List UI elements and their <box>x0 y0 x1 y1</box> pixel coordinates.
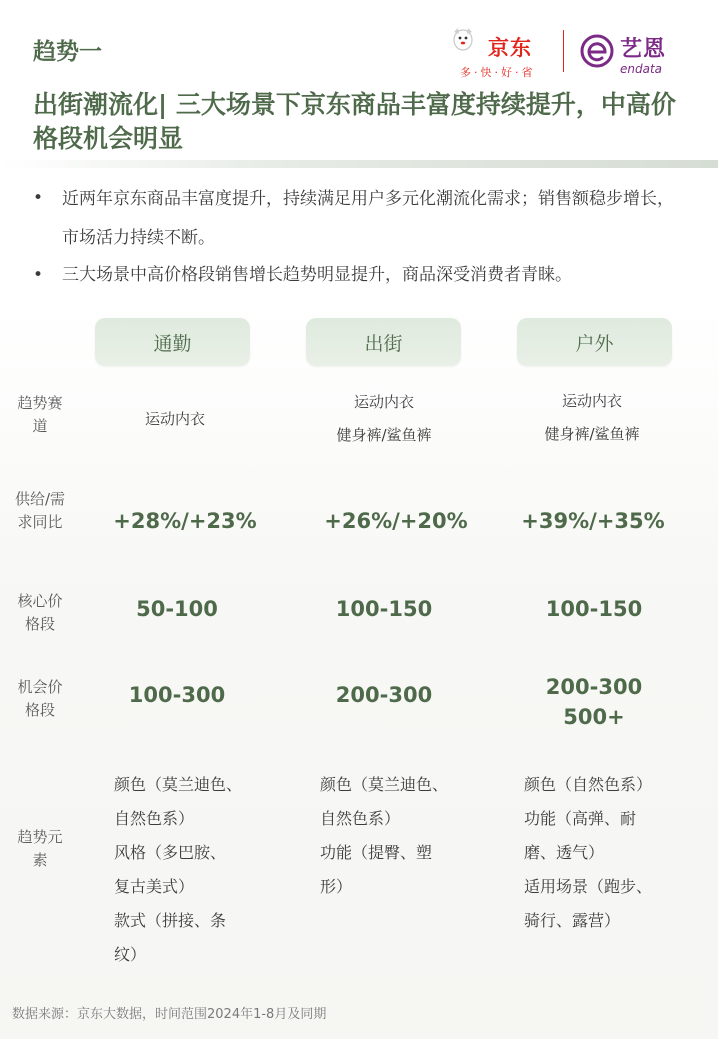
bullet-dot: • <box>33 265 44 285</box>
supply-demand-value: +28%/+23% <box>113 509 257 533</box>
opportunity-price-cell <box>284 680 484 710</box>
logo-divider <box>563 30 564 72</box>
endata-logo-subtext: endata <box>620 62 663 76</box>
supply-demand-value: +39%/+35% <box>521 509 665 533</box>
opportunity-price-value: 500+ <box>563 705 625 729</box>
supply-demand-value: +26%/+20% <box>324 509 468 533</box>
element-line: 颜色（莫兰迪色、 <box>114 775 243 794</box>
jd-slogan: 多·快·好·省 <box>460 66 536 79</box>
row-label-core-price: 核心价格段 <box>17 592 63 633</box>
core-price-value: 100-150 <box>545 597 643 621</box>
row-label-track: 趋势赛道 <box>17 394 63 435</box>
column-header-street: 出街 <box>306 318 461 366</box>
elements-cell-street <box>320 768 480 904</box>
bullet-text: 三大场景中高价格段销售增长趋势明显提升，商品深受消费者青睐。 <box>62 265 572 285</box>
element-line: 形） <box>320 877 353 896</box>
core-price-value: 100-150 <box>335 597 433 621</box>
elements-cell-outdoor <box>524 768 704 938</box>
track-item: 运动内衣 <box>144 410 205 428</box>
title-divider <box>0 160 718 168</box>
row-label-supply-demand: 供给/需求同比 <box>14 490 66 531</box>
element-line: 款式（拼接、条 <box>114 911 227 930</box>
bullet-dot: • <box>33 188 44 208</box>
element-line: 复古美式） <box>114 877 195 896</box>
track-item: 健身裤/鲨鱼裤 <box>336 426 432 444</box>
opportunity-price-value: 200-300 <box>545 675 643 699</box>
opportunity-price-cell <box>77 680 277 710</box>
track-cell <box>284 386 484 452</box>
track-cell <box>492 385 692 451</box>
jd-dog-icon <box>450 26 476 54</box>
track-item: 运动内衣 <box>353 393 414 411</box>
element-line: 磨、透气） <box>524 843 605 862</box>
opportunity-price-cell <box>494 672 694 732</box>
column-header-commute: 通勤 <box>95 318 250 366</box>
opportunity-price-value: 100-300 <box>128 683 226 707</box>
row-label-opportunity-price: 机会价格段 <box>17 678 63 719</box>
element-line: 风格（多巴胺、 <box>114 843 227 862</box>
core-price-value: 50-100 <box>136 597 218 621</box>
endata-e-icon <box>580 34 614 68</box>
endata-logo-text: 艺恩 <box>620 37 667 62</box>
element-line: 自然色系） <box>114 809 195 828</box>
track-cell <box>75 403 275 436</box>
element-line: 骑行、露营） <box>524 911 621 930</box>
element-line: 颜色（莫兰迪色、 <box>320 775 449 794</box>
elements-cell-commute <box>114 768 274 972</box>
column-header-outdoor: 户外 <box>517 318 672 366</box>
page-title: 出街潮流化| 三大场景下京东商品丰富度持续提升，中高价格段机会明显 <box>33 90 676 153</box>
track-item: 运动内衣 <box>561 392 622 410</box>
opportunity-price-value: 200-300 <box>335 683 433 707</box>
jd-logo-text: 京东 <box>488 36 532 60</box>
data-source-footnote: 数据来源：京东大数据，时间范围2024年1-8月及同期 <box>12 1007 327 1022</box>
track-item: 健身裤/鲨鱼裤 <box>544 425 640 443</box>
section-label: 趋势一 <box>33 39 102 65</box>
element-line: 自然色系） <box>320 809 401 828</box>
element-line: 颜色（自然色系） <box>524 775 653 794</box>
element-line: 适用场景（跑步、 <box>524 877 653 896</box>
element-line: 纹） <box>114 945 147 964</box>
element-line: 功能（高弹、耐 <box>524 809 637 828</box>
logo-area <box>422 12 688 82</box>
row-label-elements: 趋势元素 <box>17 828 63 869</box>
bullet-text: 近两年京东商品丰富度提升，持续满足用户多元化潮流化需求；销售额稳步增长，市场活力持续不断。 <box>62 189 674 248</box>
element-line: 功能（提臀、塑 <box>320 843 433 862</box>
